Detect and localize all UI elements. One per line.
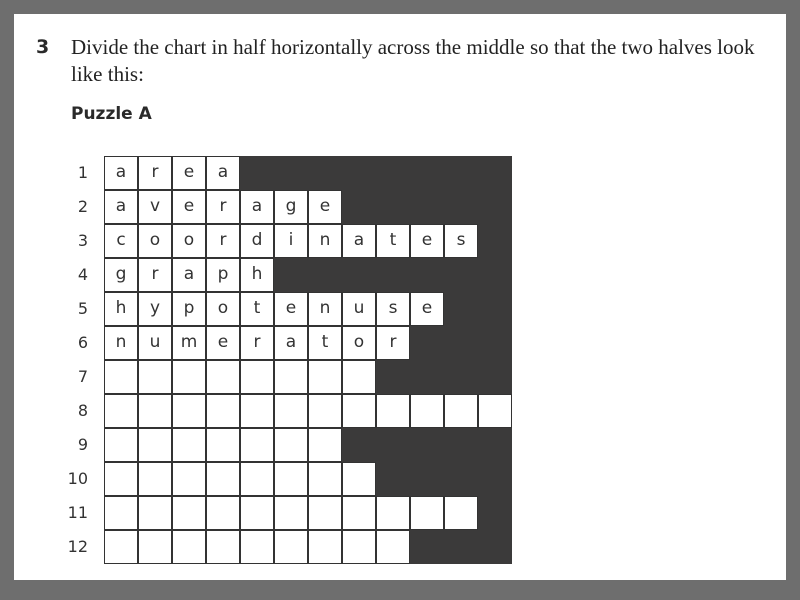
grid-cell: n — [308, 224, 342, 258]
grid-cell: e — [172, 190, 206, 224]
grid-cell: e — [308, 190, 342, 224]
grid-cell: r — [240, 326, 274, 360]
grid-cell: r — [138, 258, 172, 292]
grid-cell — [138, 530, 172, 564]
grid-cell — [172, 496, 206, 530]
grid-cell: r — [206, 224, 240, 258]
grid-cell: c — [104, 224, 138, 258]
row-number: 5 — [77, 299, 88, 318]
grid-cell — [206, 360, 240, 394]
grid-cell — [444, 394, 478, 428]
grid-cell — [172, 530, 206, 564]
grid-cell — [138, 428, 172, 462]
grid-cell — [410, 394, 444, 428]
grid-cell: y — [138, 292, 172, 326]
grid-cell: s — [444, 224, 478, 258]
question-instruction: Divide the chart in half horizontally across the middle so that the two halves look like this: — [71, 35, 755, 86]
grid-cell — [240, 394, 274, 428]
grid-cell: r — [138, 156, 172, 190]
grid-cell — [240, 462, 274, 496]
grid-cell: d — [240, 224, 274, 258]
grid-cell: e — [206, 326, 240, 360]
shaded-block — [478, 224, 512, 258]
grid-cell: v — [138, 190, 172, 224]
grid-cell: u — [138, 326, 172, 360]
grid-cell — [138, 360, 172, 394]
shaded-block — [478, 496, 512, 530]
grid-cell — [342, 394, 376, 428]
grid-cell — [104, 360, 138, 394]
grid-cell: s — [376, 292, 410, 326]
shaded-block — [410, 530, 512, 564]
grid-cell — [342, 462, 376, 496]
grid-cell: i — [274, 224, 308, 258]
shaded-block — [342, 190, 512, 224]
grid-cell: r — [376, 326, 410, 360]
grid-cell — [104, 428, 138, 462]
grid-cell: o — [206, 292, 240, 326]
grid-cell — [308, 462, 342, 496]
grid-cell — [444, 496, 478, 530]
grid-cell — [274, 530, 308, 564]
grid-cell — [376, 530, 410, 564]
grid-cell — [240, 428, 274, 462]
grid-cell — [274, 360, 308, 394]
grid-cell: a — [342, 224, 376, 258]
grid-cell: e — [172, 156, 206, 190]
puzzle-title: Puzzle A — [71, 104, 152, 124]
shaded-block — [274, 258, 512, 292]
grid-cell: a — [104, 156, 138, 190]
shaded-block — [410, 326, 512, 360]
grid-cell: o — [172, 224, 206, 258]
grid-cell: t — [308, 326, 342, 360]
grid-cell — [342, 496, 376, 530]
grid-cell — [240, 530, 274, 564]
row-number: 11 — [67, 503, 88, 522]
grid-cell: p — [206, 258, 240, 292]
shaded-block — [240, 156, 512, 190]
grid-cell: e — [410, 224, 444, 258]
row-number: 3 — [77, 231, 88, 250]
grid-cell — [308, 394, 342, 428]
row-number: 10 — [67, 469, 88, 488]
grid-cell — [376, 496, 410, 530]
shaded-block — [342, 428, 512, 462]
grid-cell — [376, 394, 410, 428]
row-number: 8 — [77, 401, 88, 420]
grid-cell: h — [104, 292, 138, 326]
grid-cell — [138, 462, 172, 496]
worksheet-page — [14, 14, 786, 580]
row-number: 7 — [77, 367, 88, 386]
grid-cell: g — [274, 190, 308, 224]
grid-cell: g — [104, 258, 138, 292]
grid-cell: a — [240, 190, 274, 224]
grid-cell: m — [172, 326, 206, 360]
grid-cell — [104, 496, 138, 530]
grid-cell: a — [274, 326, 308, 360]
grid-cell — [138, 496, 172, 530]
grid-cell: a — [104, 190, 138, 224]
grid-cell — [410, 496, 444, 530]
grid-cell: u — [342, 292, 376, 326]
grid-cell: a — [172, 258, 206, 292]
grid-cell: p — [172, 292, 206, 326]
grid-cell: o — [342, 326, 376, 360]
grid-cell: t — [240, 292, 274, 326]
grid-cell — [172, 428, 206, 462]
grid-cell: e — [410, 292, 444, 326]
grid-cell — [172, 394, 206, 428]
grid-cell — [308, 360, 342, 394]
grid-cell — [274, 428, 308, 462]
grid-cell — [342, 530, 376, 564]
grid-cell: n — [104, 326, 138, 360]
grid-cell — [104, 530, 138, 564]
grid-cell: e — [274, 292, 308, 326]
row-number: 6 — [77, 333, 88, 352]
grid-cell — [274, 496, 308, 530]
grid-cell — [274, 394, 308, 428]
grid-cell — [138, 394, 172, 428]
grid-cell — [240, 496, 274, 530]
grid-cell — [172, 360, 206, 394]
row-number: 2 — [77, 197, 88, 216]
row-number: 1 — [77, 163, 88, 182]
grid-cell: r — [206, 190, 240, 224]
grid-cell — [104, 394, 138, 428]
grid-cell — [104, 462, 138, 496]
grid-cell — [342, 360, 376, 394]
grid-cell: o — [138, 224, 172, 258]
grid-cell — [206, 496, 240, 530]
grid-cell — [206, 394, 240, 428]
grid-cell — [308, 530, 342, 564]
grid-cell: n — [308, 292, 342, 326]
grid-cell — [308, 428, 342, 462]
shaded-block — [444, 292, 512, 326]
grid-cell: t — [376, 224, 410, 258]
grid-cell — [308, 496, 342, 530]
grid-cell — [206, 462, 240, 496]
grid-cell: a — [206, 156, 240, 190]
shaded-block — [376, 462, 512, 496]
grid-cell — [240, 360, 274, 394]
row-number: 4 — [77, 265, 88, 284]
grid-cell — [478, 394, 512, 428]
grid-cell: h — [240, 258, 274, 292]
question-number: 3 — [36, 36, 50, 58]
shaded-block — [376, 360, 512, 394]
grid-cell — [206, 530, 240, 564]
row-number: 9 — [77, 435, 88, 454]
grid-cell — [172, 462, 206, 496]
grid-cell — [206, 428, 240, 462]
grid-cell — [274, 462, 308, 496]
row-number: 12 — [67, 537, 88, 556]
